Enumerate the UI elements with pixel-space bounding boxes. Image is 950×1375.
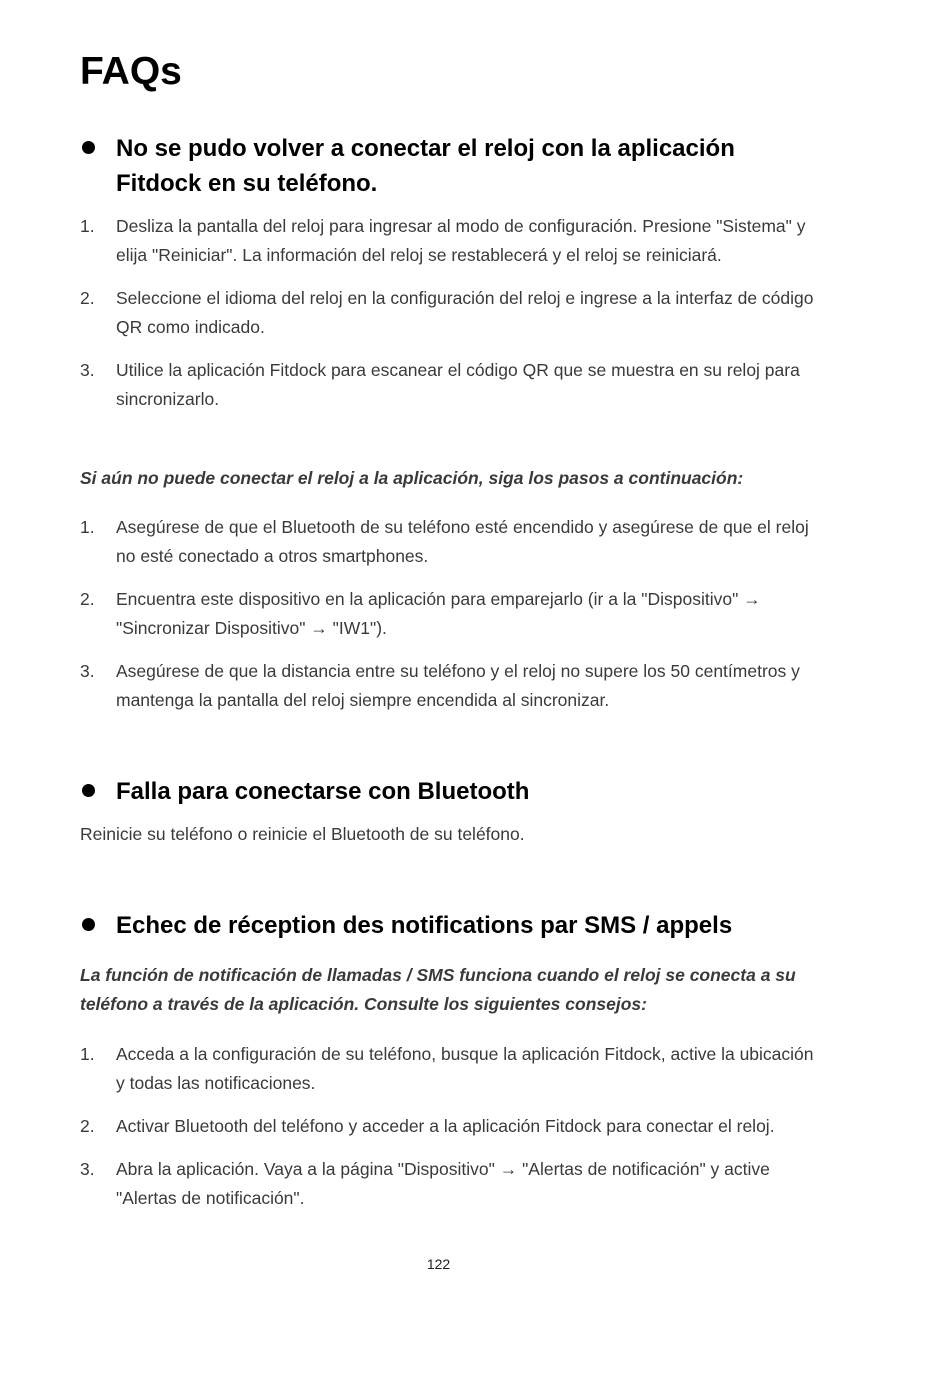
step-number: 1. (80, 1044, 95, 1064)
step-number: 2. (80, 1116, 95, 1136)
notifications-note: La función de notificación de llamadas / SMS funciona cuando el reloj se conecta a su teléfono a través de la aplicación. Consulte los siguientes consejos: (80, 965, 796, 1014)
step-number: 1. (80, 216, 95, 236)
list-item (80, 657, 820, 715)
page-number: 122 (426, 1256, 451, 1272)
page-title: FAQs (80, 50, 182, 93)
notifications-steps-list (80, 1040, 820, 1227)
reconnect-note: Si aún no puede conectar el reloj a la aplicación, siga los pasos a continuación: (80, 468, 744, 488)
list-item (80, 284, 820, 342)
list-item (80, 212, 820, 270)
step-text: Seleccione el idioma del reloj en la configuración del reloj e ingrese a la interfaz de código QR como indicado. (116, 288, 814, 337)
section-heading-notifications (80, 908, 820, 943)
step-text: Acceda a la configuración de su teléfono, busque la aplicación Fitdock, active la ubicación y todas las notificaciones. (116, 1044, 814, 1093)
section-heading-text: Echec de réception des notifications par SMS / appels (116, 912, 733, 939)
step-text: Activar Bluetooth del teléfono y acceder a la aplicación Fitdock para conectar el reloj. (116, 1116, 775, 1136)
reconnect-extra-steps-list (80, 513, 820, 729)
step-number: 3. (80, 360, 95, 380)
step-number: 3. (80, 661, 95, 681)
section-heading-text: No se pudo volver a conectar el reloj con la aplicación Fitdock en su teléfono. (116, 135, 735, 197)
list-item (80, 356, 820, 414)
bullet-icon (82, 784, 95, 797)
list-item (80, 1040, 820, 1098)
list-item (80, 585, 820, 643)
section-heading-reconnect (80, 131, 820, 201)
step-number: 2. (80, 288, 95, 308)
step-text: Desliza la pantalla del reloj para ingresar al modo de configuración. Presione "Sistema" y elija "Reiniciar". La información del reloj se restablecerá y el reloj se reiniciará. (116, 216, 806, 265)
step-number: 2. (80, 589, 95, 609)
reconnect-steps-list (80, 212, 820, 428)
step-text: Encuentra este dispositivo en la aplicación para emparejarlo (ir a la "Dispositivo" → "Sincronizar Dispositivo" → "IW1"). (116, 589, 761, 638)
list-item (80, 513, 820, 571)
section-heading-text: Falla para conectarse con Bluetooth (116, 778, 530, 805)
step-text: Utilice la aplicación Fitdock para escanear el código QR que se muestra en su reloj para sincronizarlo. (116, 360, 800, 409)
list-item (80, 1112, 820, 1141)
bullet-icon (82, 918, 95, 931)
bluetooth-advice: Reinicie su teléfono o reinicie el Bluetooth de su teléfono. (80, 824, 525, 844)
step-text: Asegúrese de que el Bluetooth de su teléfono esté encendido y asegúrese de que el reloj no esté conectado a otros smartphones. (116, 517, 809, 566)
list-item (80, 1155, 820, 1213)
bullet-icon (82, 141, 95, 154)
step-text: Abra la aplicación. Vaya a la página "Dispositivo" → "Alertas de notificación" y active "Alertas de notificación". (116, 1159, 770, 1208)
step-number: 1. (80, 517, 95, 537)
step-text: Asegúrese de que la distancia entre su teléfono y el reloj no supere los 50 centímetros y mantenga la pantalla del reloj siempre encendida al sincronizar. (116, 661, 800, 710)
section-heading-bluetooth (80, 774, 820, 809)
step-number: 3. (80, 1159, 95, 1179)
